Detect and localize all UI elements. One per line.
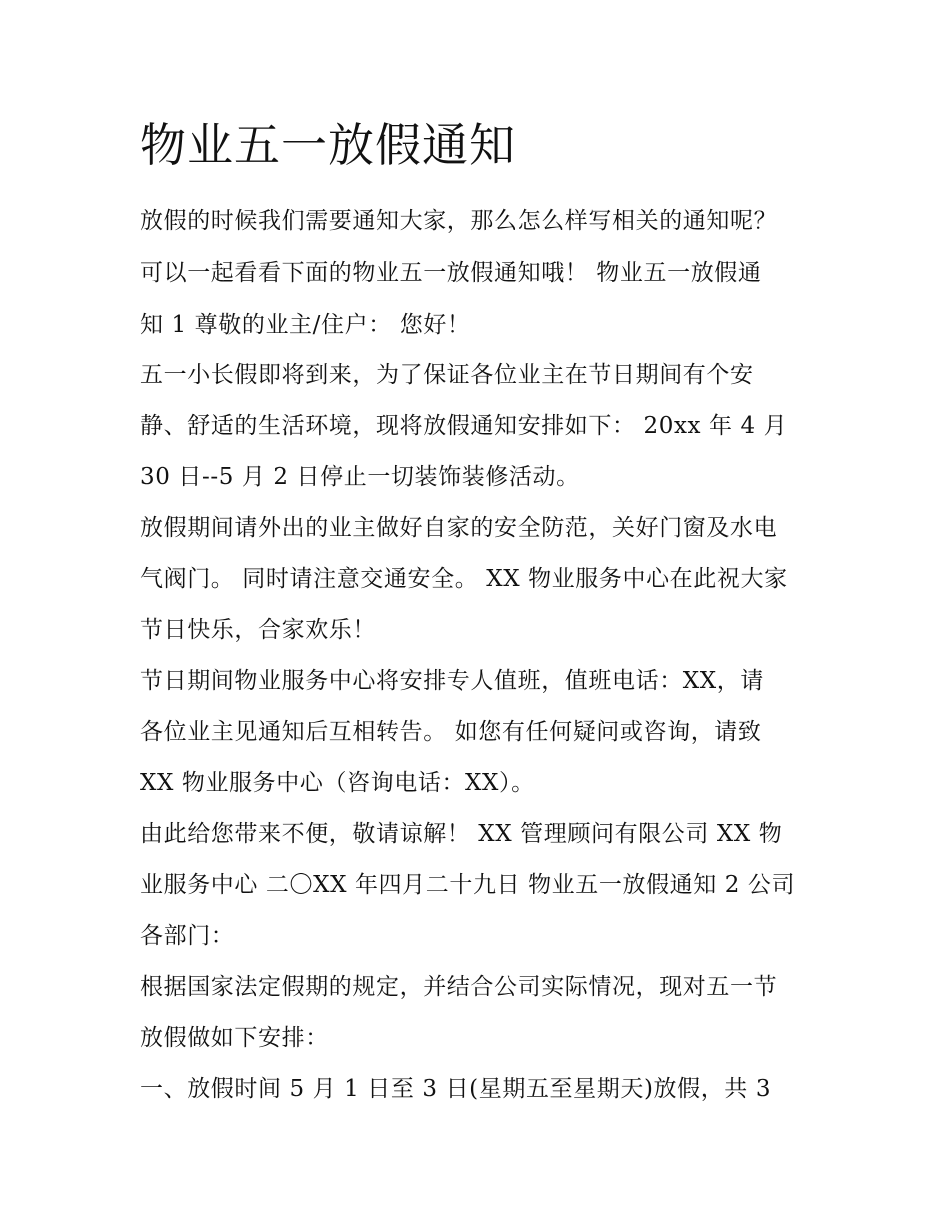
body-line-8: 气阀门。 同时请注意交通安全。 XX 物业服务中心在此祝大家 <box>140 566 788 592</box>
body-line-14: 业服务中心 二〇XX 年四月二十九日 物业五一放假通知 2 公司 <box>140 872 796 898</box>
body-line-1: 放假的时候我们需要通知大家，那么怎么样写相关的通知呢？ <box>140 208 778 234</box>
body-line-6: 30 日--5 月 2 日停止一切装饰装修活动。 <box>140 464 580 490</box>
body-line-9: 节日快乐，合家欢乐！ <box>140 617 376 643</box>
body-line-7: 放假期间请外出的业主做好自家的安全防范，关好门窗及水电 <box>140 515 778 541</box>
body-line-2: 可以一起看看下面的物业五一放假通知哦！ 物业五一放假通 <box>140 260 762 286</box>
body-line-11: 各位业主见通知后互相转告。 如您有任何疑问或咨询，请致 <box>140 719 762 745</box>
body-line-18: 一、放假时间 5 月 1 日至 3 日(星期五至星期天)放假，共 3 <box>140 1076 772 1102</box>
document-title: 物业五一放假通知 <box>140 118 516 172</box>
body-line-13: 由此给您带来不便，敬请谅解！ XX 管理顾问有限公司 XX 物 <box>140 821 783 847</box>
body-line-15: 各部门： <box>140 923 235 949</box>
body-line-5: 静、舒适的生活环境，现将放假通知安排如下： 20xx 年 4 月 <box>140 413 788 439</box>
body-line-10: 节日期间物业服务中心将安排专人值班，值班电话：XX，请 <box>140 668 764 694</box>
body-line-4: 五一小长假即将到来，为了保证各位业主在节日期间有个安 <box>140 362 754 388</box>
body-line-3: 知 1 尊敬的业主/住户： 您好！ <box>140 312 471 338</box>
body-line-17: 放假做如下安排： <box>140 1025 329 1051</box>
body-line-12: XX 物业服务中心（咨询电话：XX）。 <box>140 770 535 796</box>
body-line-16: 根据国家法定假期的规定，并结合公司实际情况，现对五一节 <box>140 974 778 1000</box>
